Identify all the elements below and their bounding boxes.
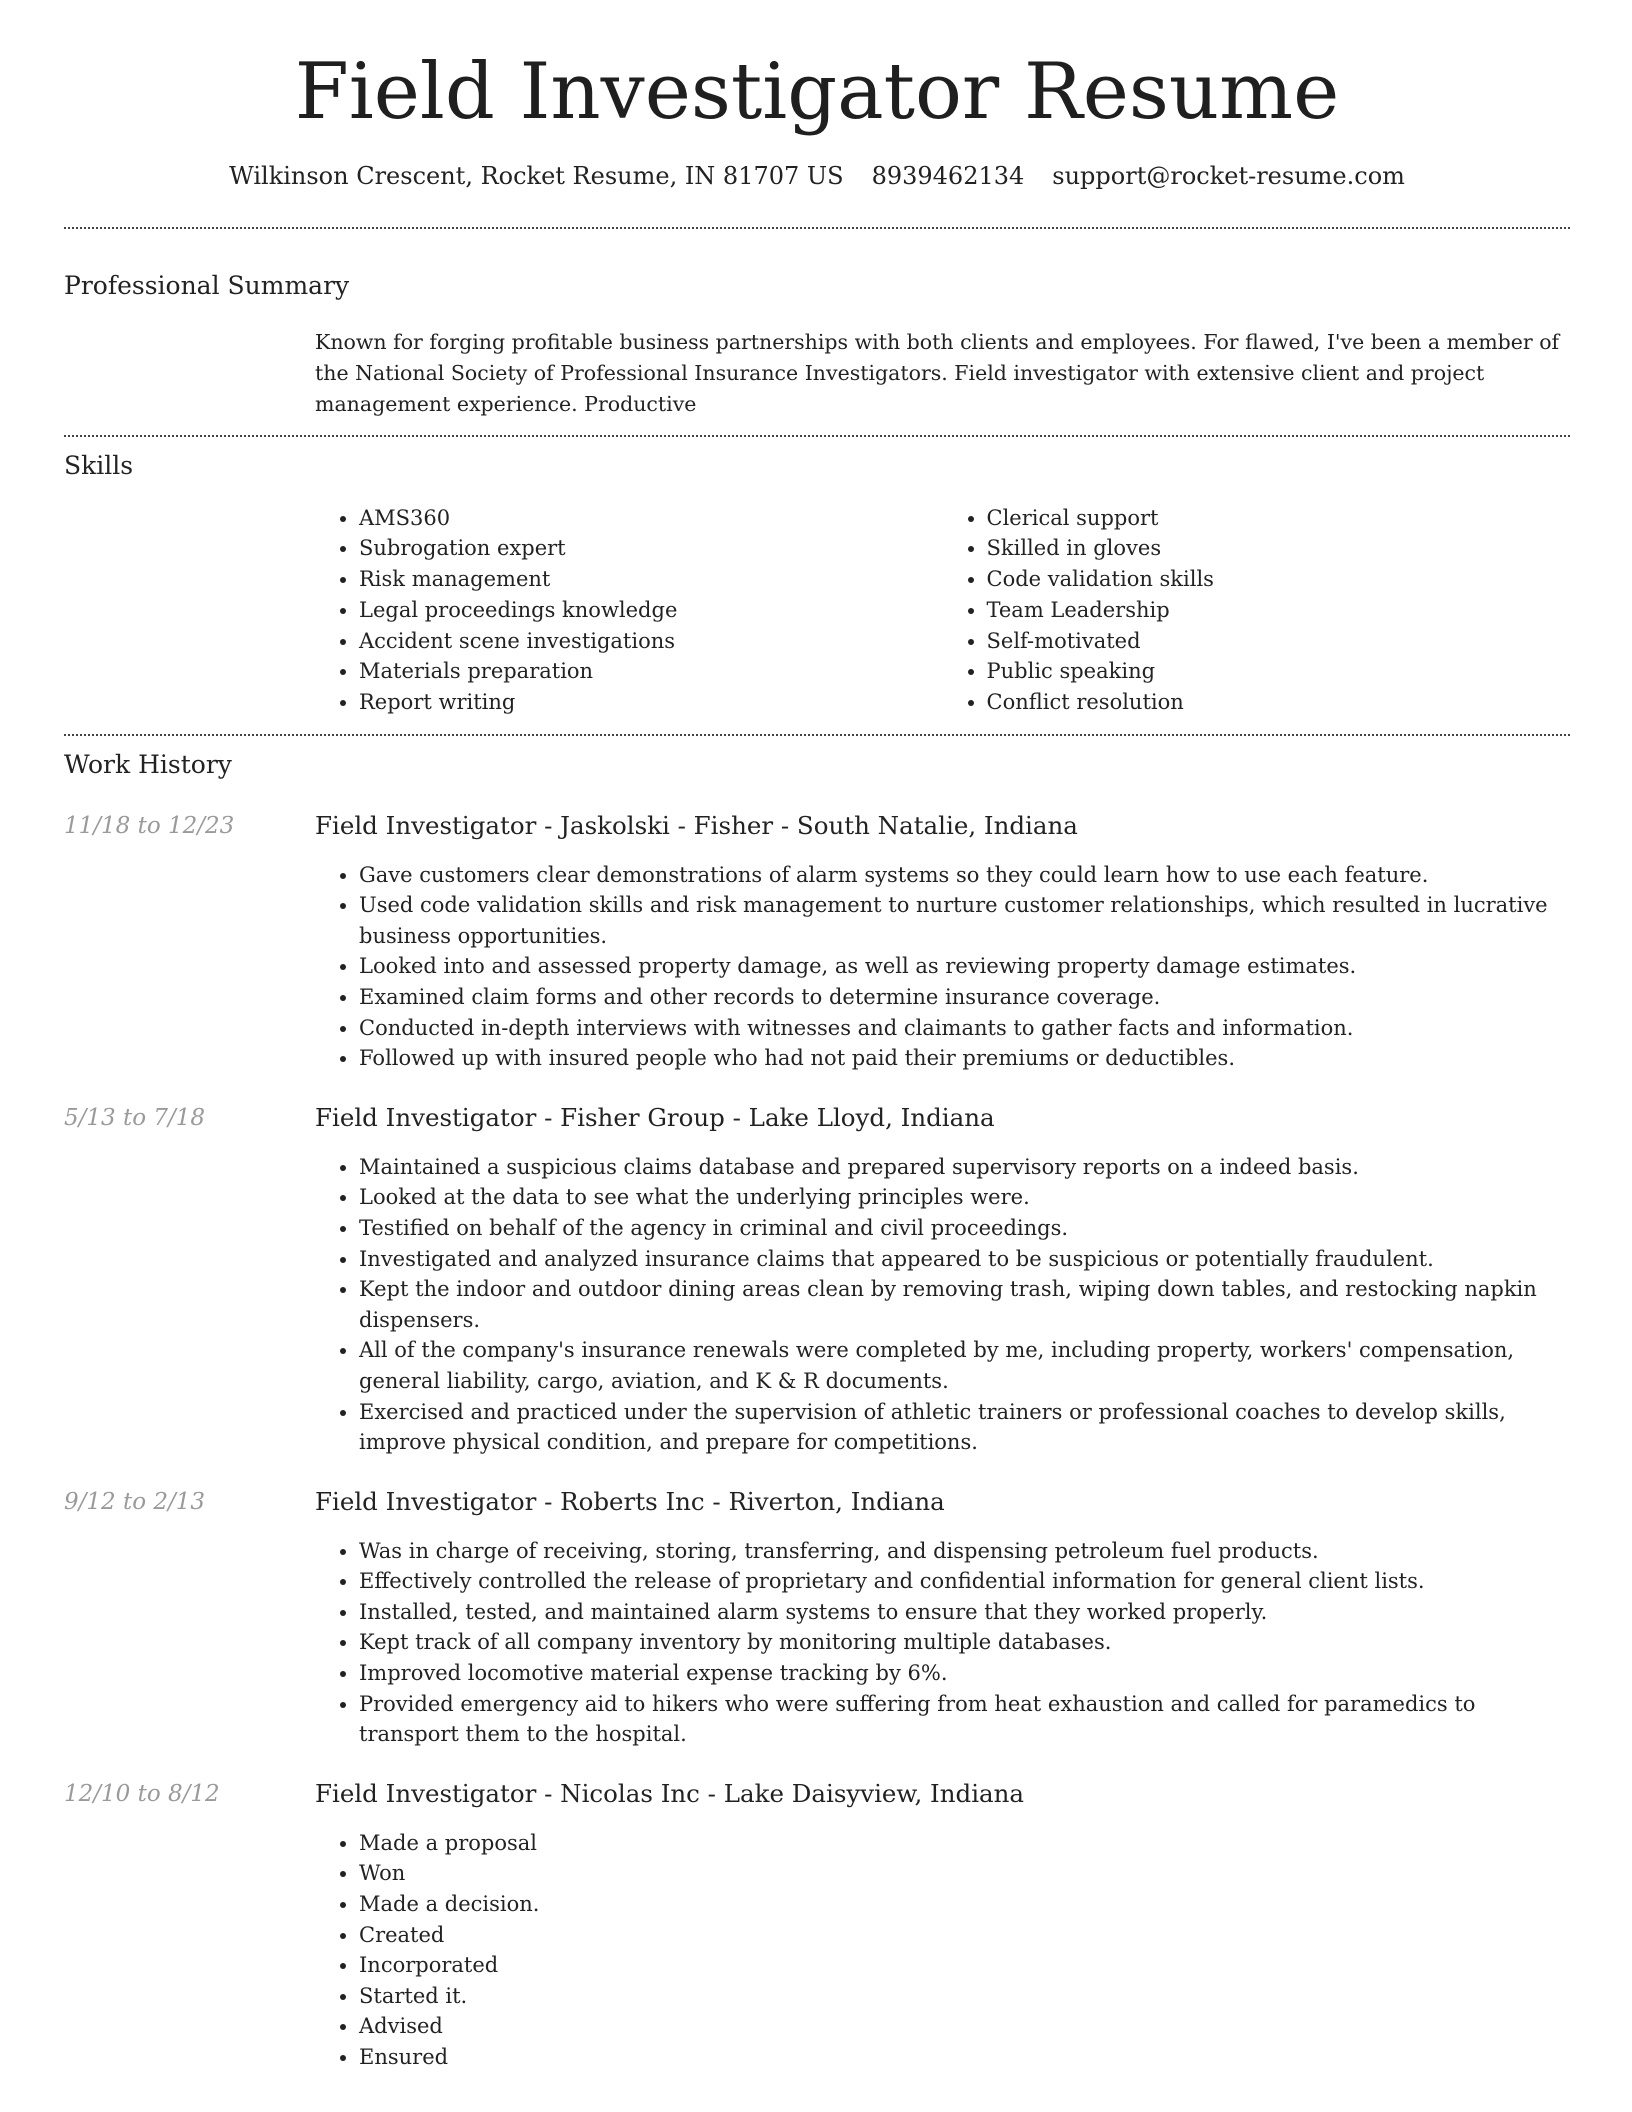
job-bullet: • Investigated and analyzed insurance claims that appeared to be suspicious or potentially fraudulent.	[359, 1244, 1570, 1275]
summary-heading: Professional Summary	[64, 270, 350, 300]
job-bullet: • Was in charge of receiving, storing, transferring, and dispensing petroleum fuel products.	[359, 1536, 1570, 1567]
job-body	[315, 1102, 1570, 1458]
job-body	[315, 810, 1570, 1074]
contact-line	[64, 162, 1570, 191]
job-bullet: • Won	[359, 1858, 1570, 1889]
skill-item: • AMS360	[359, 503, 943, 534]
skill-item: • Skilled in gloves	[987, 533, 1571, 564]
job-heading: Field Investigator - Jaskolski - Fisher - South Natalie, Indiana	[315, 810, 1078, 840]
job-bullets	[315, 860, 1570, 1074]
skills-column-right	[943, 503, 1571, 718]
skills-heading: Skills	[64, 450, 134, 480]
job-bullet: • All of the company's insurance renewals were completed by me, including property, workers' compensation, general liability, cargo, aviation, and K & R documents.	[359, 1335, 1570, 1396]
job-bullet: • Made a decision.	[359, 1889, 1570, 1920]
job-bullet: • Kept track of all company inventory by monitoring multiple databases.	[359, 1627, 1570, 1658]
skill-item: • Accident scene investigations	[359, 626, 943, 657]
job-bullet: • Maintained a suspicious claims database and prepared supervisory reports on a indeed basis.	[359, 1152, 1570, 1183]
job-bullet: • Improved locomotive material expense tracking by 6%.	[359, 1658, 1570, 1689]
job-heading: Field Investigator - Roberts Inc - Riverton, Indiana	[315, 1486, 945, 1516]
job-bullet: • Incorporated	[359, 1950, 1570, 1981]
skill-item: • Clerical support	[987, 503, 1571, 534]
resume-page	[64, 0, 1570, 2073]
job-bullet: • Installed, tested, and maintained alarm systems to ensure that they worked properly.	[359, 1597, 1570, 1628]
skills-list	[315, 503, 1570, 718]
section-divider	[64, 227, 1570, 229]
job-bullet: • Created	[359, 1920, 1570, 1951]
job-bullet: • Looked at the data to see what the underlying principles were.	[359, 1182, 1570, 1213]
work-history-heading: Work History	[64, 749, 232, 779]
job-body	[315, 1778, 1570, 2073]
job-bullet: • Followed up with insured people who had not paid their premiums or deductibles.	[359, 1043, 1570, 1074]
contact-address: Wilkinson Crescent, Rocket Resume, IN 81707 US	[229, 161, 844, 190]
job-dates: 12/10 to 8/12	[64, 1780, 220, 1807]
job-bullets	[315, 1536, 1570, 1750]
job-bullet: • Examined claim forms and other records to determine insurance coverage.	[359, 982, 1570, 1013]
job-dates: 5/13 to 7/18	[64, 1104, 206, 1131]
job-bullet: • Started it.	[359, 1981, 1570, 2012]
job-bullet: • Effectively controlled the release of proprietary and confidential information for general client lists.	[359, 1566, 1570, 1597]
job-bullet: • Testified on behalf of the agency in criminal and civil proceedings.	[359, 1213, 1570, 1244]
job-bullet: • Gave customers clear demonstrations of alarm systems so they could learn how to use each feature.	[359, 860, 1570, 891]
job-bullet: • Provided emergency aid to hikers who were suffering from heat exhaustion and called for paramedics to transport them to the hospital.	[359, 1689, 1570, 1750]
job-bullet: • Looked into and assessed property damage, as well as reviewing property damage estimates.	[359, 951, 1570, 982]
skills-column-left	[315, 503, 943, 718]
job-bullets	[315, 1828, 1570, 2073]
job-bullet: • Ensured	[359, 2042, 1570, 2073]
skill-item: • Team Leadership	[987, 595, 1571, 626]
job-entry	[64, 1486, 1570, 1750]
job-bullet: • Exercised and practiced under the supervision of athletic trainers or professional coaches to develop skills, improve physical condition, and prepare for competitions.	[359, 1397, 1570, 1458]
job-body	[315, 1486, 1570, 1750]
section-divider	[64, 734, 1570, 736]
job-bullet: • Advised	[359, 2011, 1570, 2042]
skill-item: • Subrogation expert	[359, 533, 943, 564]
job-bullet: • Kept the indoor and outdoor dining areas clean by removing trash, wiping down tables, and restocking napkin dispensers.	[359, 1274, 1570, 1335]
skill-item: • Materials preparation	[359, 656, 943, 687]
skill-item: • Conflict resolution	[987, 687, 1571, 718]
job-bullet: • Conducted in-depth interviews with witnesses and claimants to gather facts and information.	[359, 1013, 1570, 1044]
job-dates: 9/12 to 2/13	[64, 1488, 206, 1515]
job-dates: 11/18 to 12/23	[64, 812, 235, 839]
skill-item: • Report writing	[359, 687, 943, 718]
skill-item: • Code validation skills	[987, 564, 1571, 595]
contact-phone: 8939462134	[871, 161, 1025, 190]
job-entry	[64, 1778, 1570, 2073]
resume-title: Field Investigator Resume	[294, 47, 1340, 137]
job-heading: Field Investigator - Fisher Group - Lake Lloyd, Indiana	[315, 1102, 995, 1132]
job-bullets	[315, 1152, 1570, 1458]
job-heading: Field Investigator - Nicolas Inc - Lake Daisyview, Indiana	[315, 1778, 1025, 1808]
skill-item: • Public speaking	[987, 656, 1571, 687]
job-bullet: • Made a proposal	[359, 1828, 1570, 1859]
section-divider	[64, 435, 1570, 437]
summary-text: Known for forging profitable business partnerships with both clients and employees. For flawed, I've been a member of the National Society of Professional Insurance Investigators. Field investigator with extensive client and project management experience. Productive	[315, 329, 1560, 416]
job-entry	[64, 1102, 1570, 1458]
skill-item: • Legal proceedings knowledge	[359, 595, 943, 626]
job-bullet: • Used code validation skills and risk management to nurture customer relationships, which resulted in lucrative business opportunities.	[359, 890, 1570, 951]
skill-item: • Self-motivated	[987, 626, 1571, 657]
skill-item: • Risk management	[359, 564, 943, 595]
job-entry	[64, 810, 1570, 1074]
contact-email: support@rocket-resume.com	[1052, 161, 1405, 190]
